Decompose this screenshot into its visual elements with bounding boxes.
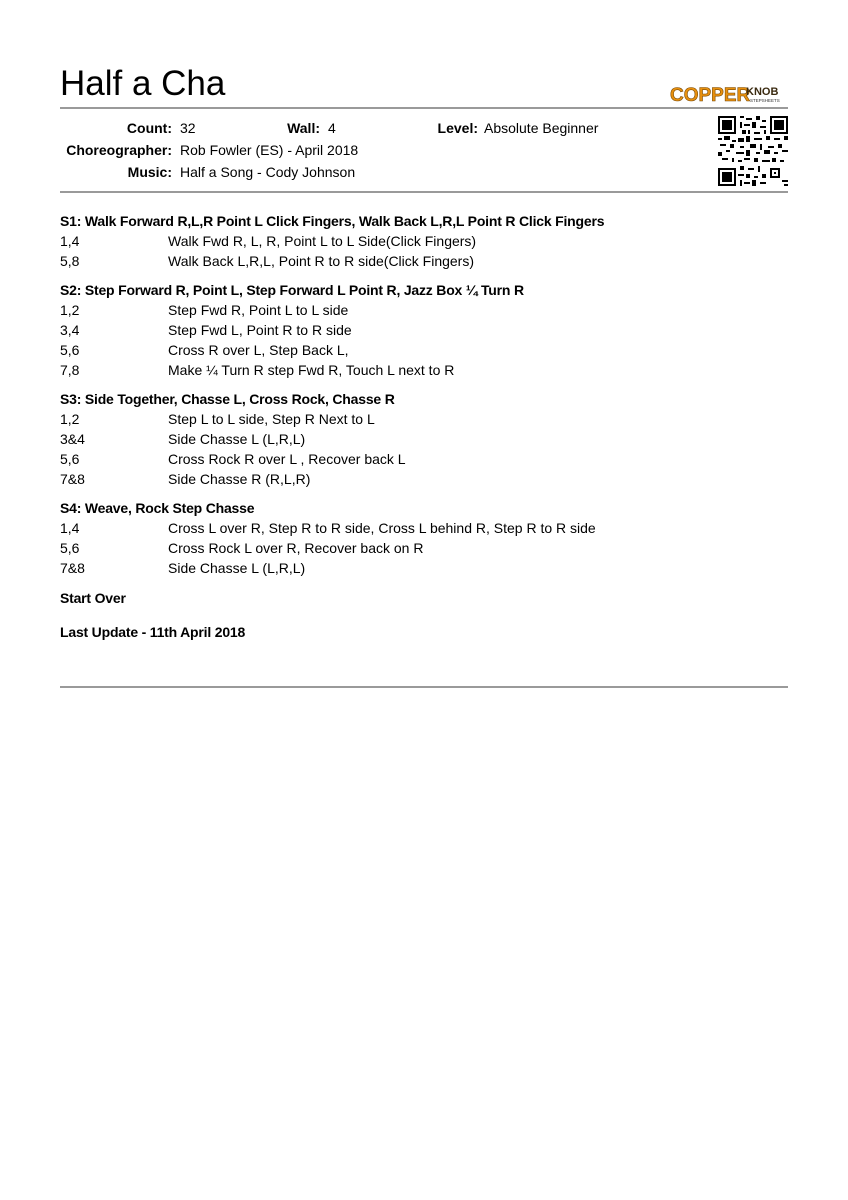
section-3	[60, 390, 788, 489]
wall-label: Wall:	[287, 120, 320, 136]
logo-main-text: COPPER	[670, 85, 751, 104]
step-row	[60, 360, 788, 380]
step-row	[60, 558, 788, 578]
start-over-note: Start Over	[60, 590, 126, 606]
level-value: Absolute Beginner	[484, 120, 599, 136]
step-count: 1,4	[60, 520, 80, 536]
step-row	[60, 251, 788, 271]
step-description: Walk Back L,R,L, Point R to R side(Click Fingers)	[168, 253, 475, 269]
step-count: 5,6	[60, 540, 80, 556]
music-value: Half a Song - Cody Johnson	[180, 164, 356, 180]
step-description: Make ¼ Turn R step Fwd R, Touch L next to R	[168, 362, 455, 378]
divider-top	[60, 107, 788, 109]
count-value: 32	[180, 120, 196, 136]
divider-header	[60, 191, 788, 193]
section-title: S4: Weave, Rock Step Chasse	[60, 500, 255, 516]
last-update-note: Last Update - 11th April 2018	[60, 624, 246, 640]
step-row	[60, 538, 788, 558]
section-title: S3: Side Together, Chasse L, Cross Rock, Chasse R	[60, 391, 395, 407]
divider-bottom	[60, 686, 788, 688]
step-count: 5,8	[60, 253, 80, 269]
step-count: 3,4	[60, 322, 80, 338]
section-title: S1: Walk Forward R,L,R Point L Click Fingers, Walk Back L,R,L Point R Click Fingers	[60, 213, 605, 229]
step-description: Cross Rock R over L , Recover back L	[168, 451, 406, 467]
choreographer-value: Rob Fowler (ES) - April 2018	[180, 142, 359, 158]
step-count: 1,4	[60, 233, 80, 249]
step-description: Step L to L side, Step R Next to L	[168, 411, 375, 427]
step-description: Walk Fwd R, L, R, Point L to L Side(Click Fingers)	[168, 233, 477, 249]
step-count: 1,2	[60, 411, 80, 427]
logo-side-text: KNOB	[746, 86, 779, 98]
step-row	[60, 469, 788, 489]
stepsheet-content	[60, 212, 788, 642]
stepsheet-page	[60, 0, 788, 1200]
count-label: Count:	[126, 120, 172, 136]
step-description: Cross R over L, Step Back L,	[168, 342, 349, 358]
music-label: Music:	[127, 164, 172, 180]
step-description: Cross L over R, Step R to R side, Cross L behind R, Step R to R side	[168, 520, 596, 536]
logo-sub-text: STEPSHEETS	[750, 98, 780, 103]
step-row	[60, 340, 788, 360]
step-count: 5,6	[60, 342, 80, 358]
step-description: Step Fwd L, Point R to R side	[168, 322, 352, 338]
step-count: 5,6	[60, 451, 80, 467]
section-2	[60, 281, 788, 380]
step-description: Cross Rock L over R, Recover back on R	[168, 540, 424, 556]
step-description: Side Chasse R (R,L,R)	[168, 471, 311, 487]
step-description: Side Chasse L (L,R,L)	[168, 431, 306, 447]
step-row	[60, 300, 788, 320]
wall-value: 4	[328, 120, 336, 136]
step-count: 3&4	[60, 431, 85, 447]
section-1	[60, 212, 788, 271]
step-row	[60, 320, 788, 340]
step-count: 7&8	[60, 471, 85, 487]
step-count: 7&8	[60, 560, 85, 576]
step-row	[60, 409, 788, 429]
step-count: 1,2	[60, 302, 80, 318]
level-label: Level:	[437, 120, 478, 136]
step-row	[60, 449, 788, 469]
step-count: 7,8	[60, 362, 80, 378]
step-description: Step Fwd R, Point L to L side	[168, 302, 349, 318]
page-title: Half a Cha	[60, 64, 226, 103]
qr-code	[718, 116, 788, 186]
step-description: Side Chasse L (L,R,L)	[168, 560, 306, 576]
dance-meta	[60, 120, 788, 186]
section-title: S2: Step Forward R, Point L, Step Forward L Point R, Jazz Box ¼ Turn R	[60, 282, 524, 298]
step-row	[60, 518, 788, 538]
section-4	[60, 499, 788, 578]
copperknob-logo	[670, 84, 788, 104]
step-row	[60, 231, 788, 251]
step-row	[60, 429, 788, 449]
choreographer-label: Choreographer:	[66, 142, 172, 158]
